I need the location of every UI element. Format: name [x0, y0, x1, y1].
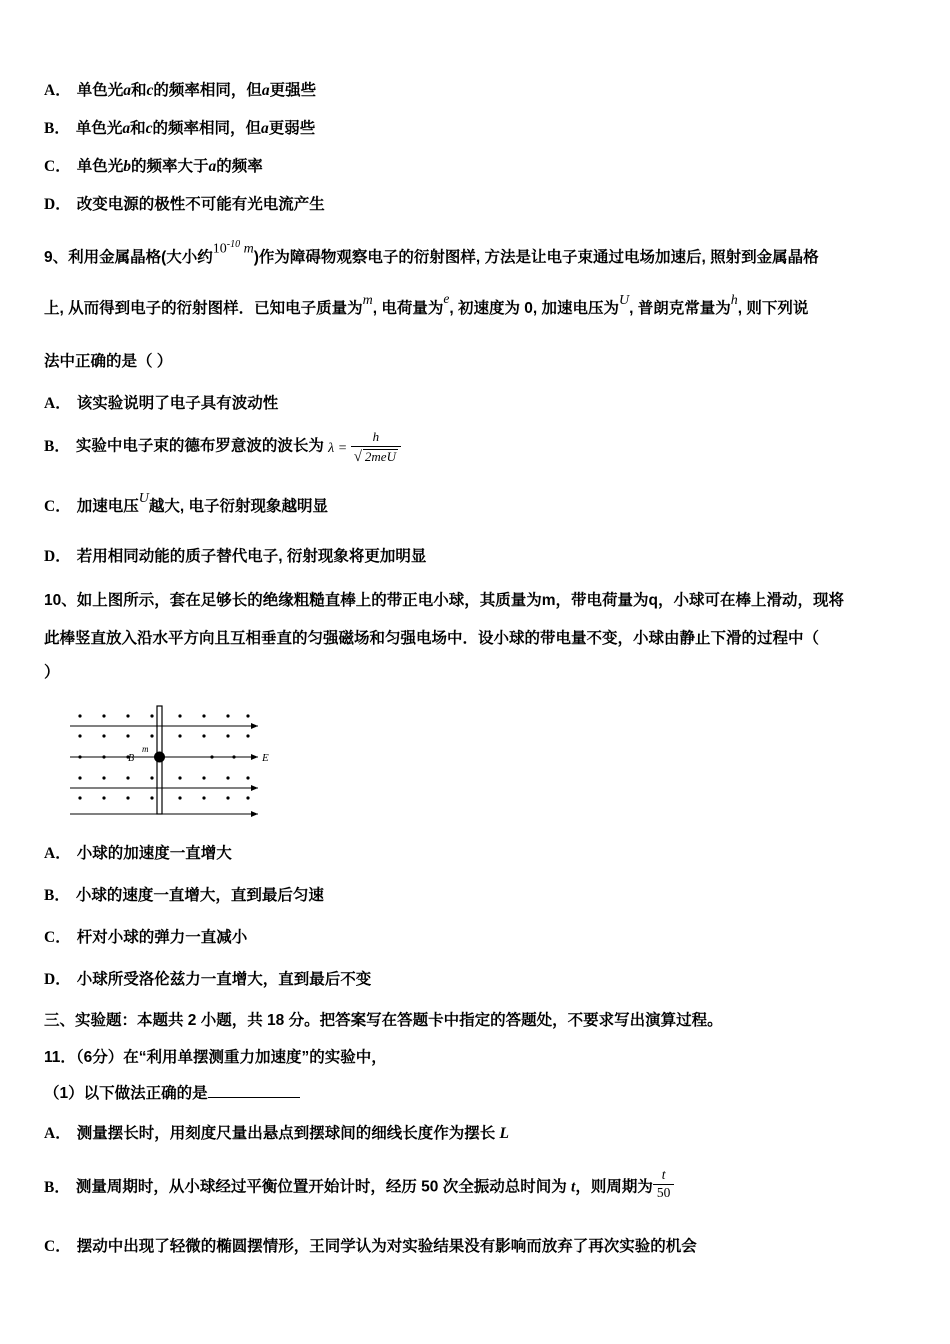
option-q8-d	[44, 192, 906, 214]
option-label: A．	[44, 395, 71, 412]
option-label: D．	[44, 196, 71, 213]
fraction-period	[653, 1168, 675, 1201]
option-text: 测量摆长时，用刻度尺量出悬点到摆球间的细线长度作为摆长	[76, 1125, 500, 1143]
italic-symbol: t	[571, 1178, 576, 1196]
option-label: C．	[44, 1237, 71, 1255]
option-text: 摆动中出现了轻微的椭圆摆情形，王同学认为对实验结果没有影响而放弃了再次实验的机会	[76, 1237, 697, 1255]
sub-question-text: （1）以下做法正确的是	[44, 1085, 208, 1103]
option-tail: 更弱些	[268, 120, 316, 137]
option-after: 的频率相同，但	[153, 82, 262, 99]
question-11-sub1	[44, 1082, 906, 1107]
question-10-stem-line2	[44, 624, 906, 653]
symbol-U: U	[619, 293, 630, 308]
stem-text: 9、利用金属晶格(大小约	[44, 249, 213, 266]
italic-symbol: a	[122, 120, 131, 137]
option-label: B．	[44, 886, 70, 904]
option-text: 小球的加速度一直增大	[76, 844, 232, 862]
italic-symbol: b	[123, 158, 131, 175]
stem-text: , 初速度为 0, 加速电压为	[449, 300, 620, 317]
option-mid: ，则周期为	[575, 1178, 653, 1196]
italic-symbol: a	[261, 82, 270, 99]
question-9-stem-line1	[44, 239, 906, 273]
option-text: 实验中电子束的德布罗意波的波长为	[75, 437, 324, 455]
stem-text: 上, 从而得到电子的衍射图样．已知电子质量为	[44, 300, 363, 317]
power-of-ten: $10^{-10}$ m	[212, 239, 254, 257]
option-text: 单色光	[76, 158, 124, 175]
stem-text-2: )作为障碍物观察电子的衍射图样, 方法是让电子束通过电场加速后, 照射到金属晶格	[253, 249, 819, 266]
stem-text: ）	[44, 664, 60, 682]
document-content	[44, 78, 906, 1272]
option-text: 该实验说明了电子具有波动性	[76, 395, 279, 412]
stem-text: 此棒竖直放入沿水平方向且互相垂直的匀强磁场和匀强电场中．设小球的带电量不变，小球由静止下滑的过程中（	[44, 629, 820, 647]
stem-text: 10、如上图所示，套在足够长的绝缘粗糙直棒上的带正电小球，其质量为m，带电荷量为q，小球可在棒上滑动，现将	[44, 592, 844, 610]
formula-denominator: √ 2meU	[353, 448, 396, 465]
section-3-heading	[44, 1009, 906, 1034]
option-q9-c	[44, 491, 906, 516]
stem-text: 法中正确的是（ ）	[44, 353, 173, 370]
option-q11-c	[44, 1234, 906, 1256]
option-mid: 和	[130, 120, 146, 137]
option-after: 的频率相同，但	[152, 120, 262, 137]
option-label: B．	[44, 437, 70, 455]
figure-label-B: B	[128, 752, 135, 764]
option-q10-b	[44, 883, 906, 905]
option-mid: 和	[130, 82, 147, 99]
italic-symbol: a	[208, 158, 217, 175]
option-text: 若用相同动能的质子替代电子, 衍射现象将更加明显	[76, 548, 427, 566]
symbol-h: h	[730, 293, 738, 308]
formula-lhs: λ =	[328, 440, 348, 456]
option-label: D．	[44, 548, 71, 566]
italic-symbol: c	[146, 82, 154, 99]
option-text: 测量周期时，从小球经过平衡位置开始计时，经历 50 次全振动总时间为	[75, 1178, 572, 1196]
fraction-denominator: 50	[656, 1185, 671, 1201]
option-tail: 的频率	[216, 158, 263, 175]
option-text: 单色光	[76, 82, 124, 99]
formula-numerator: h	[351, 430, 401, 447]
question-9-stem-line2	[44, 293, 906, 324]
option-text: 小球的速度一直增大，直到最后匀速	[75, 886, 324, 904]
question-10-stem-line1	[44, 586, 906, 615]
option-q9-d	[44, 544, 906, 566]
option-label: A．	[44, 844, 71, 862]
option-q8-a	[44, 78, 906, 100]
option-text: 加速电压	[76, 498, 139, 516]
formula-de-broglie	[328, 431, 401, 466]
option-text: 杆对小球的弹力一直减小	[76, 928, 248, 946]
option-label: C．	[44, 498, 71, 516]
question-10-stem-line3	[44, 661, 906, 686]
option-text: 单色光	[75, 120, 123, 137]
option-label: D．	[44, 970, 71, 988]
option-q9-a	[44, 391, 906, 413]
option-q11-b	[44, 1167, 906, 1204]
option-q11-a	[44, 1121, 906, 1143]
fraction-numerator: t	[653, 1168, 675, 1185]
figure-magnetic-field-rod	[62, 702, 906, 827]
option-text: 改变电源的极性不可能有光电流产生	[76, 196, 325, 213]
option-after: 的频率大于	[130, 158, 209, 175]
question-11-stem	[44, 1046, 906, 1071]
section-heading-text: 三、实验题：本题共 2 小题，共 18 分。把答案写在答题卡中指定的答题处，不要求写出演算过程。	[44, 1011, 723, 1029]
stem-text: , 电荷量为	[372, 300, 444, 317]
option-label: B．	[44, 120, 70, 137]
option-q10-c	[44, 925, 906, 947]
option-q10-a	[44, 841, 906, 863]
option-q8-c	[44, 154, 906, 176]
option-label: A．	[44, 1125, 71, 1143]
italic-symbol: a	[261, 120, 269, 137]
option-label: A．	[44, 82, 71, 99]
italic-symbol: a	[123, 82, 131, 99]
option-q10-d	[44, 967, 906, 989]
option-label: C．	[44, 158, 71, 175]
italic-symbol: c	[145, 120, 153, 137]
answer-blank[interactable]	[208, 1083, 300, 1098]
italic-symbol: L	[499, 1125, 509, 1143]
option-after: 越大, 电子衍射现象越明显	[148, 498, 328, 516]
option-label: B．	[44, 1178, 70, 1196]
figure-label-m: m	[142, 743, 149, 754]
option-text: 小球所受洛伦兹力一直增大，直到最后不变	[76, 970, 372, 988]
symbol-m: m	[362, 293, 373, 308]
option-q8-b	[44, 116, 906, 138]
option-label: C．	[44, 928, 71, 946]
option-q9-b	[44, 429, 906, 464]
question-9-stem-line3	[44, 346, 906, 377]
figure-label-E: E	[262, 751, 269, 764]
option-tail: 更强些	[269, 82, 317, 99]
stem-text: , 普朗克常量为	[629, 300, 731, 317]
symbol-e: e	[443, 291, 450, 306]
symbol-U: U	[138, 491, 149, 507]
stem-text: , 则下列说	[737, 300, 809, 317]
stem-text: 11．（6分）在“利用单摆测重力加速度”的实验中，	[44, 1048, 387, 1066]
